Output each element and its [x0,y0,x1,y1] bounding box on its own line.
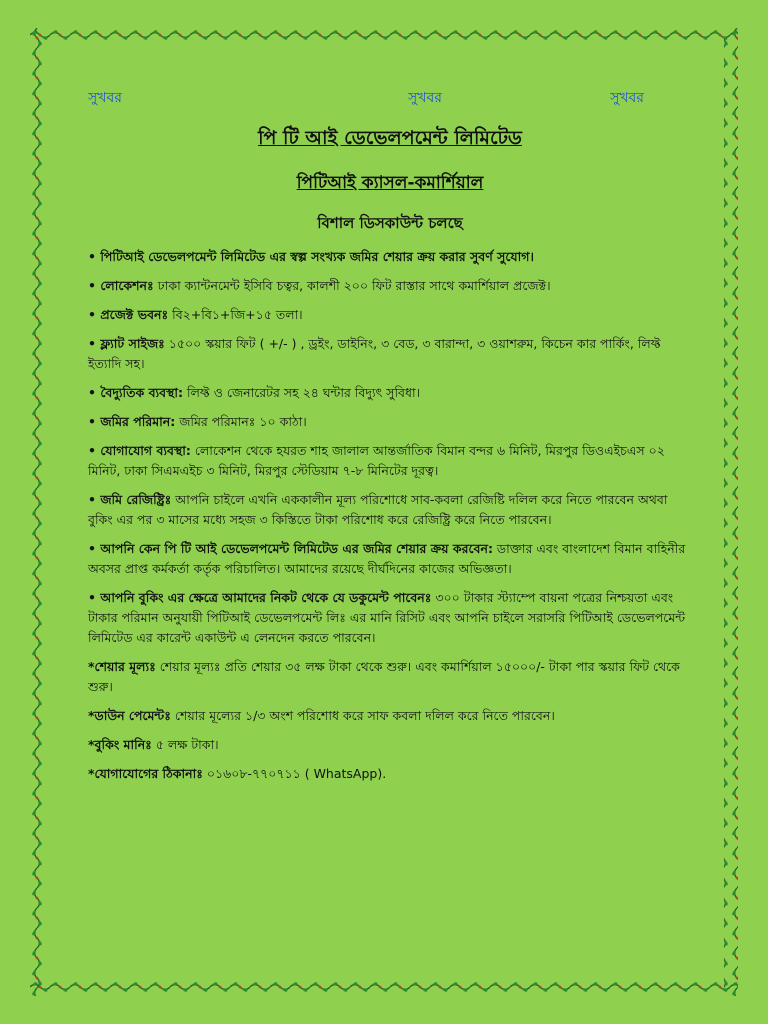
item-documents: • আপনি বুকিং এর ক্ষেত্রে আমাদের নিকট থেকে যে ডকুমেন্ট পাবেনঃ ৩০০ টাকার স্ট্যাম্পে বায়না পত্রের নিশ্চয়তা এবং টাকার পরিমান অনুযায়ী পিটিআই ডেভেলপমেন্ট লিঃ এর মানি রিসিট এবং আপনি চাইলে সরাসরি পিটিআই ডেভেলপমেন্ট লিমিটেড এর কারেন্ট একাউন্ট এ লেনদেন করতে পারবেন। [88,590,686,645]
good-news-row [88,86,692,110]
item-share-price: *শেয়ার মূল্যঃ শেয়ার মূল্যঃ প্রতি শেয়ার ৩৫ লক্ষ টাকা থেকে শুরু। এবং কমার্শিয়াল ১৫০০০/- টাকা পার স্কয়ার ফিট থেকে শুরু। [88,659,680,694]
item-electricity: • বৈদ্যুতিক ব্যবস্থা: লিফ্ট ও জেনারেটর সহ ২৪ ঘন্টার বিদ্যুৎ সুবিধা। [88,385,421,400]
item-location: • লোকেশনঃ ঢাকা ক্যান্টনমেন্ট ইসিবি চত্বর, কালশী ২০০ ফিট রাস্তার সাথে কমার্শিয়াল প্রজেক্ট। [88,278,551,293]
item-project-building: • প্রজেক্ট ভবনঃ বি২+বি১+জি+১৫ তলা। [88,307,303,322]
project-title: পিটিআই ক্যাসল-কমার্শিয়াল [296,173,484,193]
item-flat-size: • ফ্ল্যাট সাইজঃ ১৫০০ স্কয়ার ফিট ( +/- ) , ড্রইং, ডাইনিং, ৩ বেড, ৩ বারান্দা, ৩ ওয়াশরুম, কিচেন কার পার্কিং, লিফ্ট ইত্যাদি সহ। [88,336,661,371]
flyer-content [88,86,692,793]
item-booking-money: *বুকিং মানিঃ ৫ লক্ষ টাকা। [88,737,219,752]
company-title: পি টি আই ডেভেলপমেন্ট লিমিটেড [258,127,522,149]
good-news-right: সুখবর [610,90,644,106]
good-news-center: সুখবর [408,90,442,106]
item-down-payment: *ডাউন পেমেন্টঃ শেয়ার মূল্যের ১/৩ অংশ পরিশোধ করে সাফ কবলা দলিল করে নিতে পারবেন। [88,708,555,723]
item-opportunity: • পিটিআই ডেভেলপমেন্ট লিমিটেড এর স্বল্প সংখ্যক জমির শেয়ার ক্রয় করার সুবর্ণ সুযোগ। [88,249,534,264]
item-land-area: • জমির পরিমান: জমির পরিমানঃ ১০ কাঠা। [88,414,307,429]
item-why-buy: • আপনি কেন পি টি আই ডেভেলপমেন্ট লিমিটেড এর জমির শেয়ার ক্রয় করবেন: ডাক্তার এবং বাংলাদেশ বিমান বাহিনীর অবসর প্রাপ্ত কর্মকর্তা কর্তৃক পরিচালিত। আমাদের রয়েছে দীর্ঘদিনের কাজের অভিজ্ঞতা। [88,541,686,576]
good-news-left: সুখবর [88,90,122,106]
discount-heading: বিশাল ডিসকাউন্ট চলছে [317,214,463,232]
item-registry: • জমি রেজিষ্ট্রিঃ আপনি চাইলে এখনি এককালীন মূল্য পরিশোধে সাব-কবলা রেজিষ্টি দলিল করে নিতে পারবেন অথবা বুকিং এর পর ৩ মাসের মধ্যে সহজ ৩ কিস্তিতে টাকা পরিশোধ করে রেজিষ্ট্রি করে নিতে পারবেন। [88,492,668,527]
item-communication: • যোগাযোগ ব্যবস্থা: লোকেশন থেকে হযরত শাহ জালাল আন্তর্জাতিক বিমান বন্দর ৬ মিনিট, মিরপুর ডিওএইচএস ০২ মিনিট, ঢাকা সিএমএইচ ৩ মিনিট, মিরপুর স্টেডিয়াম ৭-৮ মিনিটের দূরত্ব। [88,443,665,478]
item-contact: *যোগাযোগের ঠিকানাঃ ০১৬০৮-৭৭০৭১১ ( WhatsApp). [88,766,387,781]
